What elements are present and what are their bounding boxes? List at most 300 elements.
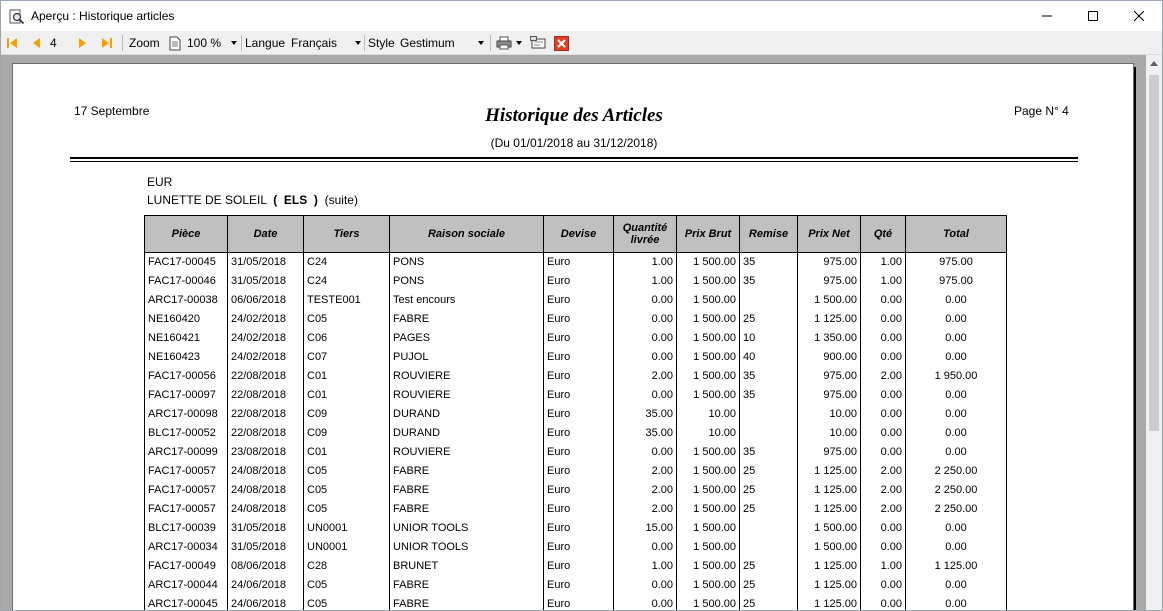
table-cell: FAC17-00057 bbox=[145, 500, 228, 519]
zoom-label: Zoom bbox=[129, 36, 160, 50]
table-cell: Euro bbox=[544, 500, 614, 519]
table-cell: 1 500.00 bbox=[677, 329, 740, 348]
table-cell: 1 500.00 bbox=[677, 272, 740, 291]
table-cell: 1 500.00 bbox=[798, 519, 861, 538]
table-cell: DURAND bbox=[390, 424, 544, 443]
table-cell: 0.00 bbox=[614, 576, 677, 595]
table-cell: 10.00 bbox=[798, 405, 861, 424]
table-cell: 1 500.00 bbox=[677, 291, 740, 310]
table-cell: 975.00 bbox=[798, 367, 861, 386]
table-cell: 900.00 bbox=[798, 348, 861, 367]
table-row bbox=[145, 329, 1007, 348]
report-title: Historique des Articles bbox=[485, 105, 663, 126]
article-code: ( ELS ) bbox=[273, 193, 318, 207]
table-cell: 1 500.00 bbox=[677, 367, 740, 386]
table-cell: 35 bbox=[740, 386, 798, 405]
currency-label: EUR bbox=[147, 175, 173, 189]
table-cell: FAC17-00049 bbox=[145, 557, 228, 576]
table-cell: 1 125.00 bbox=[798, 462, 861, 481]
table-cell: DURAND bbox=[390, 405, 544, 424]
table-cell: 1 500.00 bbox=[677, 557, 740, 576]
toolbar-separator bbox=[490, 35, 491, 51]
table-cell: Euro bbox=[544, 481, 614, 500]
table-cell: TESTE001 bbox=[304, 291, 390, 310]
table-row bbox=[145, 424, 1007, 443]
preview-magnifier-icon bbox=[9, 9, 25, 25]
table-cell: 35.00 bbox=[614, 424, 677, 443]
table-cell: 1.00 bbox=[861, 253, 906, 272]
table-cell: C06 bbox=[304, 329, 390, 348]
column-header: Prix Brut bbox=[677, 216, 740, 253]
table-cell: Euro bbox=[544, 424, 614, 443]
table-cell: 0.00 bbox=[614, 291, 677, 310]
table-cell: NE160423 bbox=[145, 348, 228, 367]
table-cell: 35 bbox=[740, 272, 798, 291]
table-cell: ARC17-00038 bbox=[145, 291, 228, 310]
table-cell: 25 bbox=[740, 576, 798, 595]
toolbar-separator bbox=[122, 35, 123, 51]
language-select[interactable] bbox=[291, 33, 363, 53]
table-row bbox=[145, 348, 1007, 367]
table-cell: Euro bbox=[544, 576, 614, 595]
table-cell: 24/08/2018 bbox=[228, 481, 304, 500]
table-cell: 1 500.00 bbox=[798, 538, 861, 557]
table-cell bbox=[740, 405, 798, 424]
column-header: Date bbox=[228, 216, 304, 253]
table-cell: Euro bbox=[544, 595, 614, 611]
table-cell: 24/08/2018 bbox=[228, 500, 304, 519]
table-cell: BLC17-00052 bbox=[145, 424, 228, 443]
chevron-down-icon bbox=[231, 41, 237, 45]
table-row bbox=[145, 443, 1007, 462]
first-page-button[interactable] bbox=[6, 31, 18, 55]
table-row bbox=[145, 272, 1007, 291]
table-cell: PONS bbox=[390, 253, 544, 272]
table-cell: 31/05/2018 bbox=[228, 519, 304, 538]
table-cell: 1 125.00 bbox=[798, 481, 861, 500]
print-settings-icon bbox=[530, 36, 547, 51]
table-cell: 0.00 bbox=[906, 348, 1007, 367]
table-cell: 2.00 bbox=[614, 481, 677, 500]
report-page bbox=[12, 63, 1134, 611]
table-cell: 24/02/2018 bbox=[228, 348, 304, 367]
table-cell: 35 bbox=[740, 443, 798, 462]
table-cell: Euro bbox=[544, 329, 614, 348]
column-header: Devise bbox=[544, 216, 614, 253]
zoom-select[interactable] bbox=[187, 33, 239, 53]
table-cell: 25 bbox=[740, 310, 798, 329]
table-cell: FABRE bbox=[390, 595, 544, 611]
table-cell: 0.00 bbox=[906, 405, 1007, 424]
previous-page-icon bbox=[31, 36, 41, 50]
minimize-icon bbox=[1042, 11, 1052, 21]
table-row bbox=[145, 367, 1007, 386]
table-cell: 0.00 bbox=[861, 538, 906, 557]
table-cell: 1 500.00 bbox=[677, 253, 740, 272]
table-cell: 1 500.00 bbox=[677, 310, 740, 329]
table-cell: 10.00 bbox=[798, 424, 861, 443]
print-button[interactable] bbox=[496, 31, 512, 55]
chevron-down-icon bbox=[516, 41, 522, 45]
table-cell: 975.00 bbox=[798, 272, 861, 291]
table-cell: 0.00 bbox=[861, 310, 906, 329]
table-cell: C24 bbox=[304, 253, 390, 272]
table-cell: 2.00 bbox=[861, 481, 906, 500]
table-cell: C05 bbox=[304, 481, 390, 500]
table-cell: 1 125.00 bbox=[798, 500, 861, 519]
table-cell: 22/08/2018 bbox=[228, 367, 304, 386]
table-cell: 1 350.00 bbox=[798, 329, 861, 348]
preview-area bbox=[1, 55, 1162, 611]
table-cell: 2.00 bbox=[861, 462, 906, 481]
table-cell: 0.00 bbox=[614, 538, 677, 557]
table-cell: C05 bbox=[304, 576, 390, 595]
previous-page-button[interactable] bbox=[31, 31, 41, 55]
table-cell: C01 bbox=[304, 386, 390, 405]
table-cell: C05 bbox=[304, 500, 390, 519]
table-cell: 0.00 bbox=[861, 443, 906, 462]
table-cell: FABRE bbox=[390, 576, 544, 595]
table-cell: 31/05/2018 bbox=[228, 272, 304, 291]
table-cell: 2.00 bbox=[861, 367, 906, 386]
table-cell: ARC17-00034 bbox=[145, 538, 228, 557]
table-cell: UNIOR TOOLS bbox=[390, 519, 544, 538]
table-cell: 0.00 bbox=[861, 576, 906, 595]
table-cell: Euro bbox=[544, 405, 614, 424]
next-page-icon bbox=[78, 36, 88, 50]
table-cell: 1 125.00 bbox=[798, 310, 861, 329]
table-cell: 0.00 bbox=[906, 519, 1007, 538]
scroll-up-icon[interactable] bbox=[1150, 61, 1158, 66]
table-cell: 0.00 bbox=[906, 310, 1007, 329]
table-cell: FAC17-00057 bbox=[145, 481, 228, 500]
table-cell: NE160420 bbox=[145, 310, 228, 329]
table-cell: 24/06/2018 bbox=[228, 576, 304, 595]
table-cell: 0.00 bbox=[861, 386, 906, 405]
column-header: Prix Net bbox=[798, 216, 861, 253]
table-cell: 2 250.00 bbox=[906, 481, 1007, 500]
table-cell bbox=[740, 424, 798, 443]
first-page-icon bbox=[6, 36, 18, 50]
table-cell: 1 500.00 bbox=[677, 462, 740, 481]
maximize-icon bbox=[1088, 11, 1098, 21]
print-preview-settings-button[interactable] bbox=[530, 31, 547, 55]
table-cell: Euro bbox=[544, 310, 614, 329]
chevron-down-icon bbox=[478, 41, 484, 45]
table-cell: 0.00 bbox=[614, 310, 677, 329]
table-cell: 1 125.00 bbox=[906, 557, 1007, 576]
table-cell: 40 bbox=[740, 348, 798, 367]
column-header: Quantité livrée bbox=[614, 216, 677, 253]
column-header: Remise bbox=[740, 216, 798, 253]
table-cell: C01 bbox=[304, 443, 390, 462]
table-cell: 25 bbox=[740, 557, 798, 576]
table-cell: 0.00 bbox=[614, 443, 677, 462]
table-cell bbox=[740, 519, 798, 538]
last-page-icon bbox=[101, 36, 113, 50]
table-cell: 25 bbox=[740, 500, 798, 519]
table-cell: 1 500.00 bbox=[677, 500, 740, 519]
table-row bbox=[145, 538, 1007, 557]
table-cell: 06/06/2018 bbox=[228, 291, 304, 310]
table-cell: 31/05/2018 bbox=[228, 538, 304, 557]
table-cell: ARC17-00045 bbox=[145, 595, 228, 611]
table-cell: 2.00 bbox=[614, 462, 677, 481]
preview-toolbar bbox=[1, 31, 1162, 55]
table-cell: Euro bbox=[544, 538, 614, 557]
table-cell: 1 500.00 bbox=[677, 538, 740, 557]
table-cell: 0.00 bbox=[614, 329, 677, 348]
table-cell: C28 bbox=[304, 557, 390, 576]
table-cell: PUJOL bbox=[390, 348, 544, 367]
table-cell: FAC17-00097 bbox=[145, 386, 228, 405]
table-row bbox=[145, 595, 1007, 611]
table-cell: 0.00 bbox=[861, 595, 906, 611]
table-cell: C09 bbox=[304, 424, 390, 443]
header-rule bbox=[70, 157, 1078, 159]
table-cell: 1.00 bbox=[861, 557, 906, 576]
table-cell: 10 bbox=[740, 329, 798, 348]
maximize-button[interactable] bbox=[1070, 1, 1116, 31]
title-bar bbox=[1, 1, 1162, 31]
page-icon bbox=[169, 31, 181, 55]
table-cell: C05 bbox=[304, 595, 390, 611]
table-cell: C01 bbox=[304, 367, 390, 386]
table-cell: Euro bbox=[544, 348, 614, 367]
table-cell: 1.00 bbox=[614, 272, 677, 291]
column-header: Total bbox=[906, 216, 1007, 253]
style-select[interactable] bbox=[400, 33, 486, 53]
table-row bbox=[145, 481, 1007, 500]
table-cell: Euro bbox=[544, 367, 614, 386]
style-value: Gestimum bbox=[400, 36, 455, 50]
table-cell: Euro bbox=[544, 443, 614, 462]
table-cell: 2 250.00 bbox=[906, 500, 1007, 519]
table-cell: 24/08/2018 bbox=[228, 462, 304, 481]
close-window-button[interactable] bbox=[1116, 1, 1162, 31]
table-cell: BRUNET bbox=[390, 557, 544, 576]
print-options-button[interactable] bbox=[516, 31, 522, 55]
table-cell: 0.00 bbox=[861, 348, 906, 367]
table-cell: UN0001 bbox=[304, 538, 390, 557]
table-cell: 0.00 bbox=[906, 424, 1007, 443]
table-cell: 23/08/2018 bbox=[228, 443, 304, 462]
table-cell: 0.00 bbox=[614, 386, 677, 405]
column-header: Pièce bbox=[145, 216, 228, 253]
table-cell: FAC17-00056 bbox=[145, 367, 228, 386]
table-cell: 1.00 bbox=[614, 557, 677, 576]
table-cell: 1.00 bbox=[861, 272, 906, 291]
table-cell: FAC17-00046 bbox=[145, 272, 228, 291]
chevron-down-icon bbox=[355, 41, 361, 45]
table-cell: 0.00 bbox=[861, 291, 906, 310]
report-period: (Du 01/01/2018 au 31/12/2018) bbox=[490, 136, 658, 150]
table-cell: 975.00 bbox=[906, 272, 1007, 291]
table-cell: 1 950.00 bbox=[906, 367, 1007, 386]
column-header: Raison sociale bbox=[390, 216, 544, 253]
style-label: Style bbox=[368, 36, 395, 50]
table-cell: 2.00 bbox=[614, 500, 677, 519]
table-cell: FABRE bbox=[390, 310, 544, 329]
table-cell: 1 500.00 bbox=[798, 291, 861, 310]
table-cell: C05 bbox=[304, 310, 390, 329]
table-cell: 15.00 bbox=[614, 519, 677, 538]
table-row bbox=[145, 519, 1007, 538]
report-page-number: Page N° 4 bbox=[1014, 104, 1069, 118]
column-header: Qté bbox=[861, 216, 906, 253]
table-cell: 25 bbox=[740, 595, 798, 611]
table-cell: Euro bbox=[544, 519, 614, 538]
article-heading bbox=[147, 193, 358, 207]
language-label: Langue bbox=[245, 36, 286, 50]
table-cell: 0.00 bbox=[906, 329, 1007, 348]
table-cell: 22/08/2018 bbox=[228, 424, 304, 443]
table-cell: 1 125.00 bbox=[798, 557, 861, 576]
table-cell: C07 bbox=[304, 348, 390, 367]
table-cell: 24/06/2018 bbox=[228, 595, 304, 611]
table-cell: 0.00 bbox=[861, 424, 906, 443]
table-cell: Euro bbox=[544, 557, 614, 576]
table-cell: 31/05/2018 bbox=[228, 253, 304, 272]
table-cell: 1 500.00 bbox=[677, 481, 740, 500]
table-cell: 22/08/2018 bbox=[228, 405, 304, 424]
table-cell: 2.00 bbox=[614, 367, 677, 386]
table-cell: Euro bbox=[544, 272, 614, 291]
window-title: Aperçu : Historique articles bbox=[31, 9, 175, 23]
table-cell: 0.00 bbox=[906, 386, 1007, 405]
table-cell: ARC17-00099 bbox=[145, 443, 228, 462]
table-cell: 1 500.00 bbox=[677, 595, 740, 611]
table-cell: 0.00 bbox=[906, 443, 1007, 462]
table-cell: FABRE bbox=[390, 500, 544, 519]
table-cell: 975.00 bbox=[906, 253, 1007, 272]
table-cell: PONS bbox=[390, 272, 544, 291]
table-cell: 1.00 bbox=[614, 253, 677, 272]
table-cell: 975.00 bbox=[798, 443, 861, 462]
table-cell: ROUVIERE bbox=[390, 386, 544, 405]
table-cell: ROUVIERE bbox=[390, 443, 544, 462]
close-red-icon bbox=[554, 36, 569, 51]
table-cell: 24/02/2018 bbox=[228, 310, 304, 329]
printer-icon bbox=[496, 36, 512, 50]
report-date: 17 Septembre bbox=[74, 104, 150, 118]
table-cell: 1 125.00 bbox=[798, 576, 861, 595]
table-row bbox=[145, 310, 1007, 329]
table-cell: 0.00 bbox=[906, 538, 1007, 557]
table-cell: Euro bbox=[544, 386, 614, 405]
close-icon bbox=[1134, 11, 1144, 21]
zoom-value: 100 % bbox=[187, 36, 222, 50]
toolbar-separator bbox=[364, 35, 365, 51]
table-cell: Euro bbox=[544, 253, 614, 272]
table-cell: Euro bbox=[544, 462, 614, 481]
scrollbar-thumb[interactable] bbox=[1149, 75, 1159, 431]
table-cell: UNIOR TOOLS bbox=[390, 538, 544, 557]
table-cell: C09 bbox=[304, 405, 390, 424]
table-cell: FABRE bbox=[390, 462, 544, 481]
table-cell: C05 bbox=[304, 462, 390, 481]
table-cell: 08/06/2018 bbox=[228, 557, 304, 576]
table-cell: 0.00 bbox=[614, 595, 677, 611]
table-cell: 1 500.00 bbox=[677, 386, 740, 405]
table-cell: 1 500.00 bbox=[677, 348, 740, 367]
table-row bbox=[145, 386, 1007, 405]
table-row bbox=[145, 253, 1007, 272]
table-cell: 35.00 bbox=[614, 405, 677, 424]
article-name: LUNETTE DE SOLEIL bbox=[147, 193, 267, 207]
table-cell: 1 500.00 bbox=[677, 443, 740, 462]
table-cell: 1 125.00 bbox=[798, 595, 861, 611]
table-row bbox=[145, 500, 1007, 519]
table-cell: 10.00 bbox=[677, 424, 740, 443]
next-page-button[interactable] bbox=[78, 31, 88, 55]
header-rule bbox=[70, 161, 1078, 162]
table-cell: NE160421 bbox=[145, 329, 228, 348]
table-cell: 35 bbox=[740, 367, 798, 386]
table-cell: 975.00 bbox=[798, 253, 861, 272]
table-cell: 0.00 bbox=[906, 595, 1007, 611]
table-cell: 0.00 bbox=[906, 291, 1007, 310]
page-number-value: 4 bbox=[50, 36, 57, 50]
table-cell: 0.00 bbox=[861, 519, 906, 538]
table-header-row bbox=[145, 216, 1007, 253]
history-table bbox=[144, 215, 1007, 611]
table-cell: FABRE bbox=[390, 481, 544, 500]
table-cell: 2.00 bbox=[861, 500, 906, 519]
table-row bbox=[145, 291, 1007, 310]
table-cell: 1 500.00 bbox=[677, 576, 740, 595]
table-cell: 0.00 bbox=[614, 348, 677, 367]
table-cell: ARC17-00044 bbox=[145, 576, 228, 595]
table-cell: 1 500.00 bbox=[677, 519, 740, 538]
language-value: Français bbox=[291, 36, 338, 50]
table-row bbox=[145, 576, 1007, 595]
table-cell: Test encours bbox=[390, 291, 544, 310]
toolbar-separator bbox=[241, 35, 242, 51]
table-cell: ARC17-00098 bbox=[145, 405, 228, 424]
article-suffix: (suite) bbox=[324, 193, 358, 207]
table-body bbox=[145, 253, 1007, 611]
minimize-button[interactable] bbox=[1024, 1, 1070, 31]
table-cell: C24 bbox=[304, 272, 390, 291]
table-cell: FAC17-00057 bbox=[145, 462, 228, 481]
column-header: Tiers bbox=[304, 216, 390, 253]
table-cell: 0.00 bbox=[906, 576, 1007, 595]
table-cell: BLC17-00039 bbox=[145, 519, 228, 538]
table-cell bbox=[740, 538, 798, 557]
close-preview-button[interactable] bbox=[554, 31, 569, 55]
table-cell: 25 bbox=[740, 481, 798, 500]
table-row bbox=[145, 405, 1007, 424]
table-cell: 975.00 bbox=[798, 386, 861, 405]
vertical-scrollbar[interactable] bbox=[1146, 55, 1162, 611]
table-cell: 0.00 bbox=[861, 405, 906, 424]
table-cell: Euro bbox=[544, 291, 614, 310]
table-row bbox=[145, 462, 1007, 481]
table-cell: FAC17-00045 bbox=[145, 253, 228, 272]
table-cell: UN0001 bbox=[304, 519, 390, 538]
table-cell: ROUVIERE bbox=[390, 367, 544, 386]
table-cell: 22/08/2018 bbox=[228, 386, 304, 405]
last-page-button[interactable] bbox=[101, 31, 113, 55]
table-cell: 25 bbox=[740, 462, 798, 481]
table-cell: PAGES bbox=[390, 329, 544, 348]
table-cell: 35 bbox=[740, 253, 798, 272]
table-cell: 24/02/2018 bbox=[228, 329, 304, 348]
table-cell: 0.00 bbox=[861, 329, 906, 348]
page-number-field[interactable] bbox=[50, 31, 57, 55]
table-cell: 10.00 bbox=[677, 405, 740, 424]
